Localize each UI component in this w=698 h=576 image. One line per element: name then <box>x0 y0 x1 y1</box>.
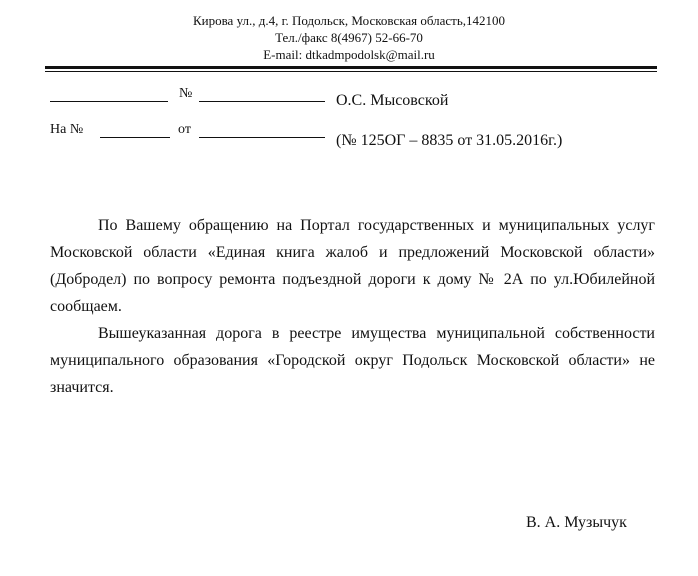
header-address: Кирова ул., д.4, г. Подольск, Московская область,142100 <box>192 13 506 28</box>
signature: В. А. Музычук <box>526 514 627 531</box>
reference-number-blank <box>100 137 170 138</box>
header-divider-thin <box>45 71 657 72</box>
reference-number-label: На № <box>50 122 84 137</box>
body-paragraph: По Вашему обращению на Портал государственных и муниципальных услуг Московской области «Единая книга жалоб и предложений Московской области» (Добродел) по вопросу ремонта подъездной дороги к дому № 2А по ул.Юбилейной сообщаем. <box>50 217 655 315</box>
letter-body <box>50 212 655 401</box>
outgoing-date-blank <box>50 101 168 102</box>
header-phone: Тел./факс 8(4967) 52-66-70 <box>275 30 423 45</box>
outgoing-number-sign: № <box>179 86 193 101</box>
reference-date-blank <box>199 137 325 138</box>
reference-date-label: от <box>178 122 191 137</box>
recipient-name: О.С. Мысовской <box>336 92 449 109</box>
body-paragraph: Вышеуказанная дорога в реестре имущества муниципальной собственности муниципального образования «Городской округ Подольск Московской области» не значится. <box>50 325 655 396</box>
recipient-reference: (№ 125ОГ – 8835 от 31.05.2016г.) <box>336 132 563 149</box>
outgoing-number-blank <box>199 101 325 102</box>
header-divider-thick <box>45 66 657 69</box>
header-email: E-mail: dtkadmpodolsk@mail.ru <box>263 47 435 62</box>
